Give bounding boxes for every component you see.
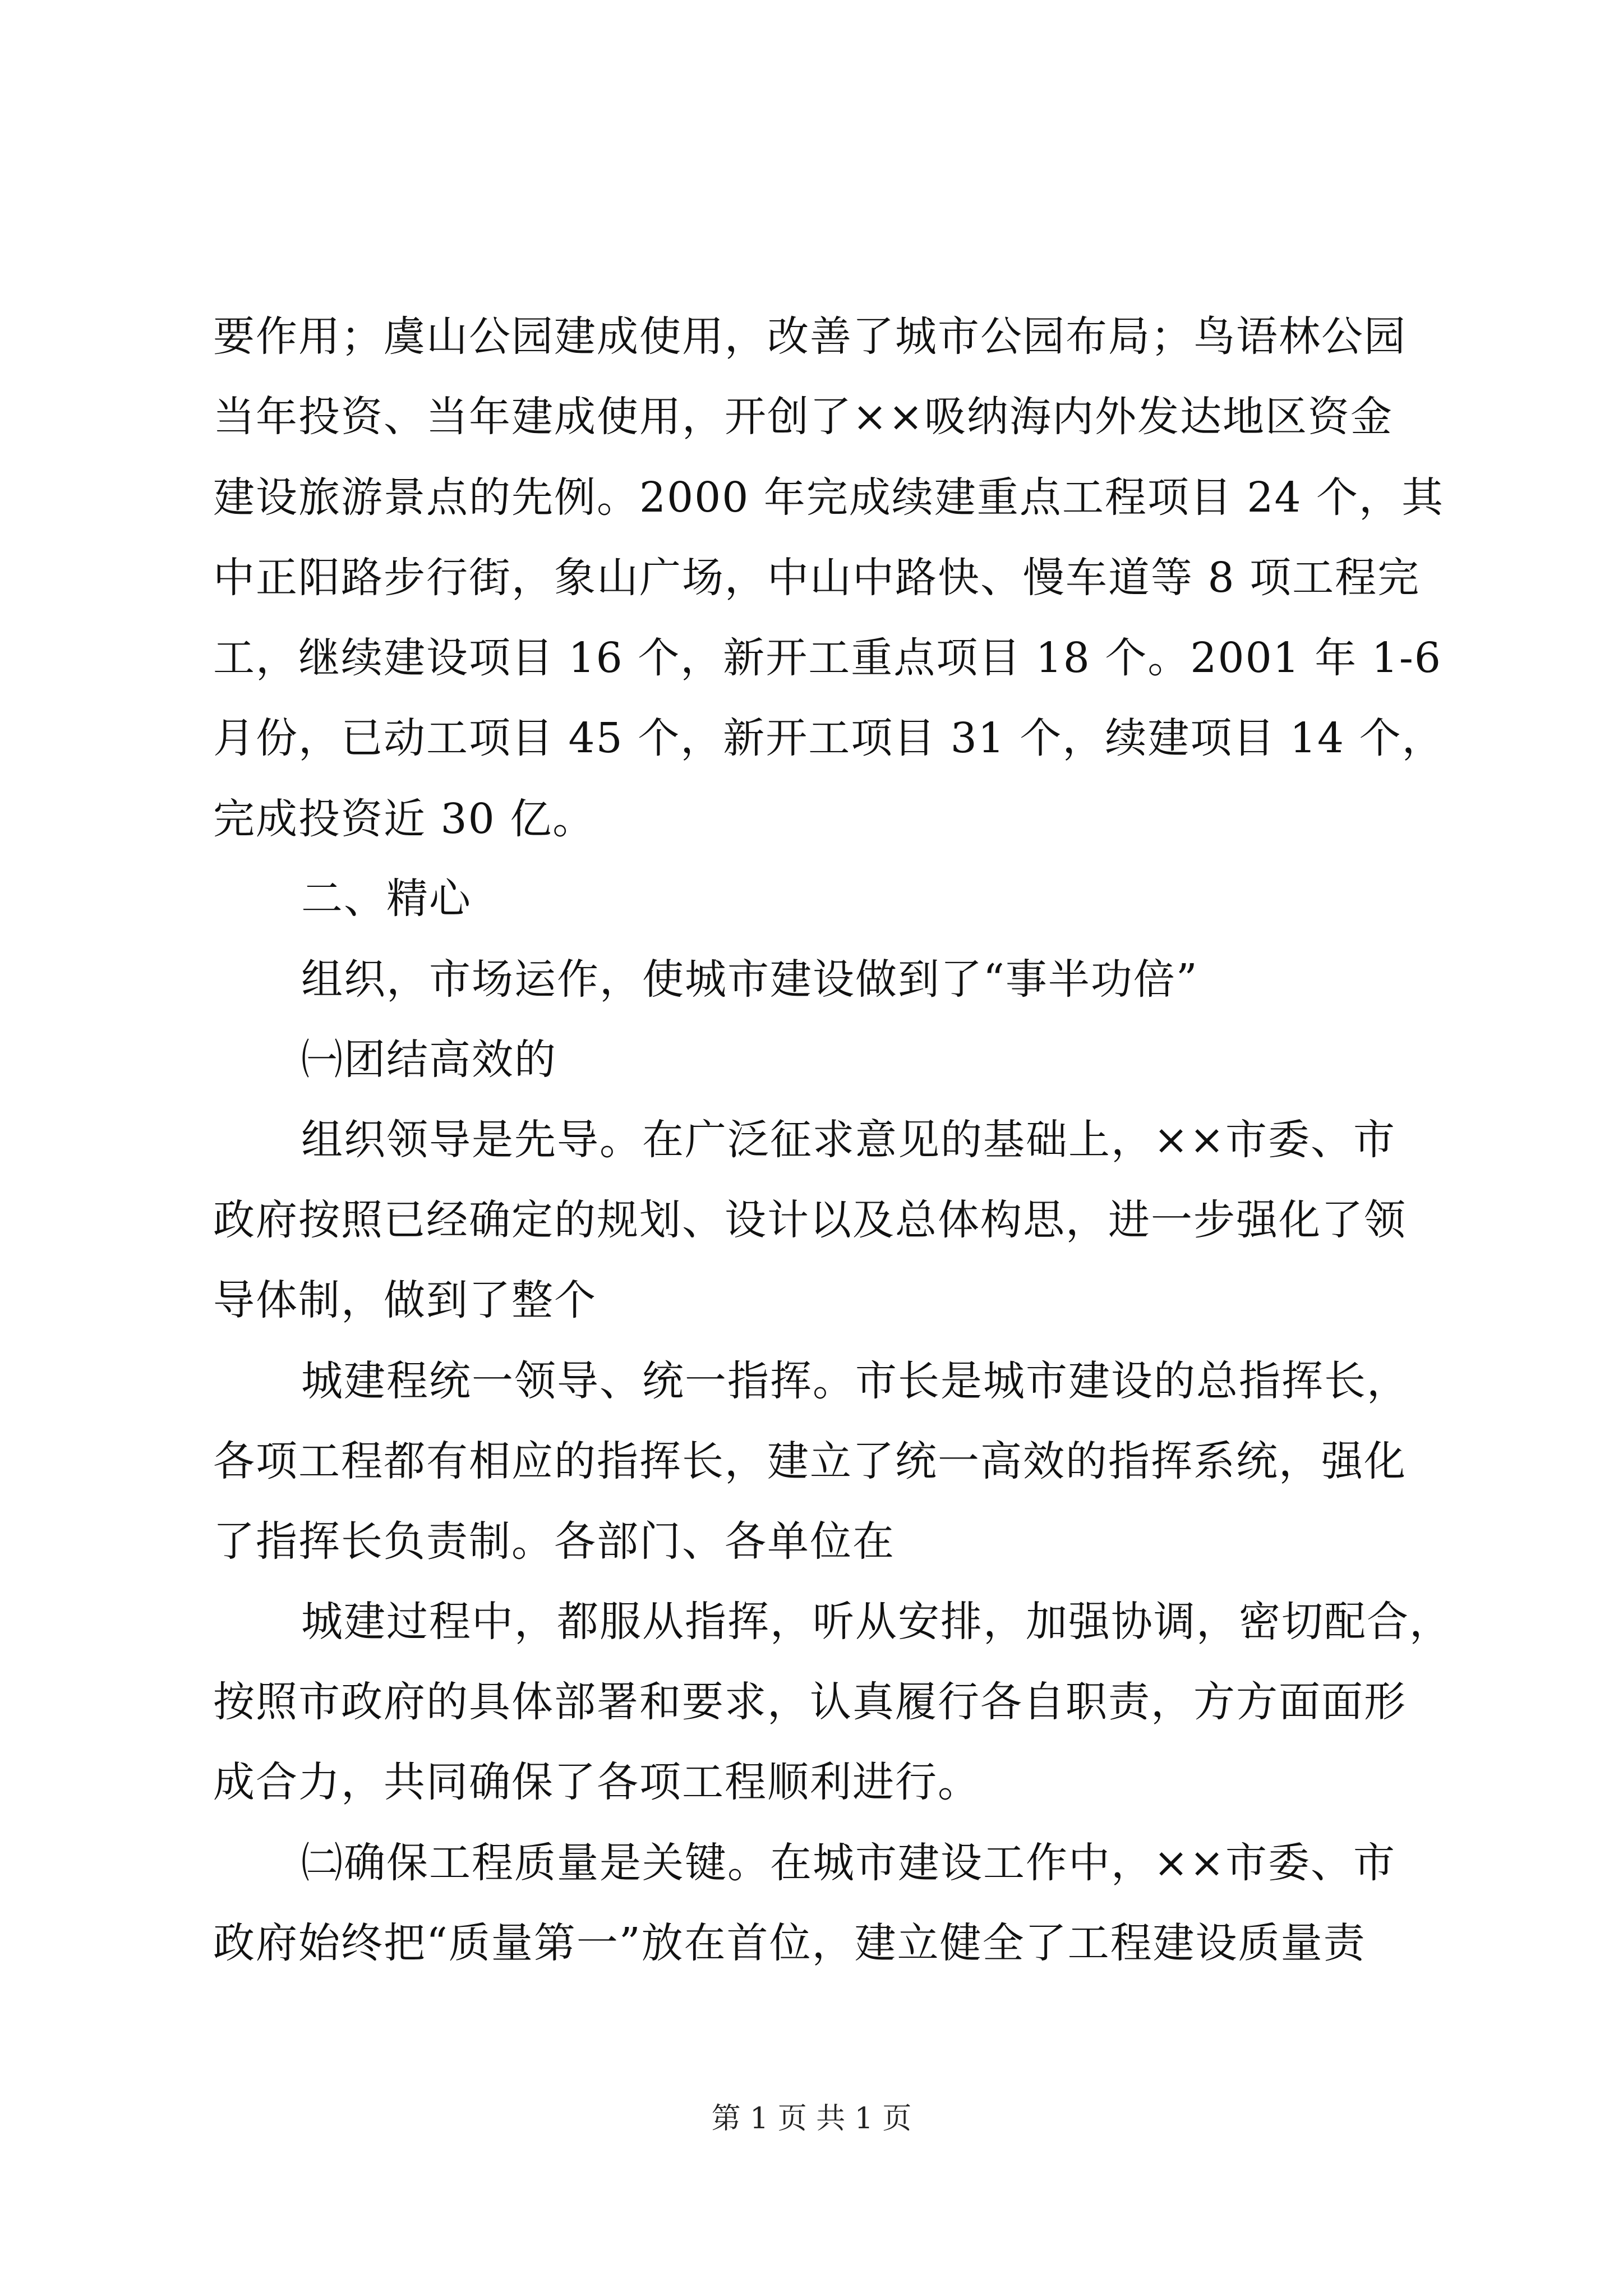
section-heading: 二、精心 — [301, 875, 472, 923]
text-line: 建设旅游景点的先例。2000 年完成续建重点工程项目 24 个，其 — [213, 473, 1445, 522]
text-line: 组织，市场运作，使城市建设做到了“事半功倍” — [301, 955, 1198, 1004]
text-line: 中正阳路步行街，象山广场，中山中路快、慢车道等 8 项工程完 — [213, 554, 1421, 602]
text-line: 月份，已动工项目 45 个，新开工项目 31 个，续建项目 14 个， — [213, 714, 1445, 762]
text-line: ㈡确保工程质量是关键。在城市建设工作中，××市委、市 — [301, 1839, 1396, 1887]
text-line: 要作用；虞山公园建成使用，改善了城市公园布局；鸟语林公园 — [213, 312, 1407, 361]
text-line: 城建程统一领导、统一指挥。市长是城市建设的总指挥长， — [301, 1357, 1409, 1405]
text-line: 工，继续建设项目 16 个，新开工重点项目 18 个。2001 年 1-6 — [213, 634, 1442, 682]
text-line: 导体制，做到了整个 — [213, 1276, 597, 1324]
text-line: 了指挥长负责制。各部门、各单位在 — [213, 1517, 895, 1566]
text-line: 当年投资、当年建成使用，开创了××吸纳海内外发达地区资金 — [213, 393, 1394, 441]
page-number-footer: 第 1 页 共 1 页 — [711, 2102, 912, 2136]
text-line: 政府按照已经确定的规划、设计以及总体构思，进一步强化了领 — [213, 1196, 1407, 1244]
text-line: 成合力，共同确保了各项工程顺利进行。 — [213, 1758, 980, 1806]
subsection-heading: ㈠团结高效的 — [301, 1036, 557, 1084]
text-line: 城建过程中，都服从指挥，听从安排，加强协调，密切配合， — [301, 1598, 1452, 1646]
text-line: 组织领导是先导。在广泛征求意见的基础上，××市委、市 — [301, 1116, 1396, 1164]
text-line: 各项工程都有相应的指挥长，建立了统一高效的指挥系统，强化 — [213, 1437, 1407, 1485]
text-line: 完成投资近 30 亿。 — [213, 795, 596, 843]
text-line: 按照市政府的具体部署和要求，认真履行各自职责，方方面面形 — [213, 1678, 1407, 1726]
text-line: 政府始终把“质量第一”放在首位，建立健全了工程建设质量责 — [213, 1919, 1366, 1967]
